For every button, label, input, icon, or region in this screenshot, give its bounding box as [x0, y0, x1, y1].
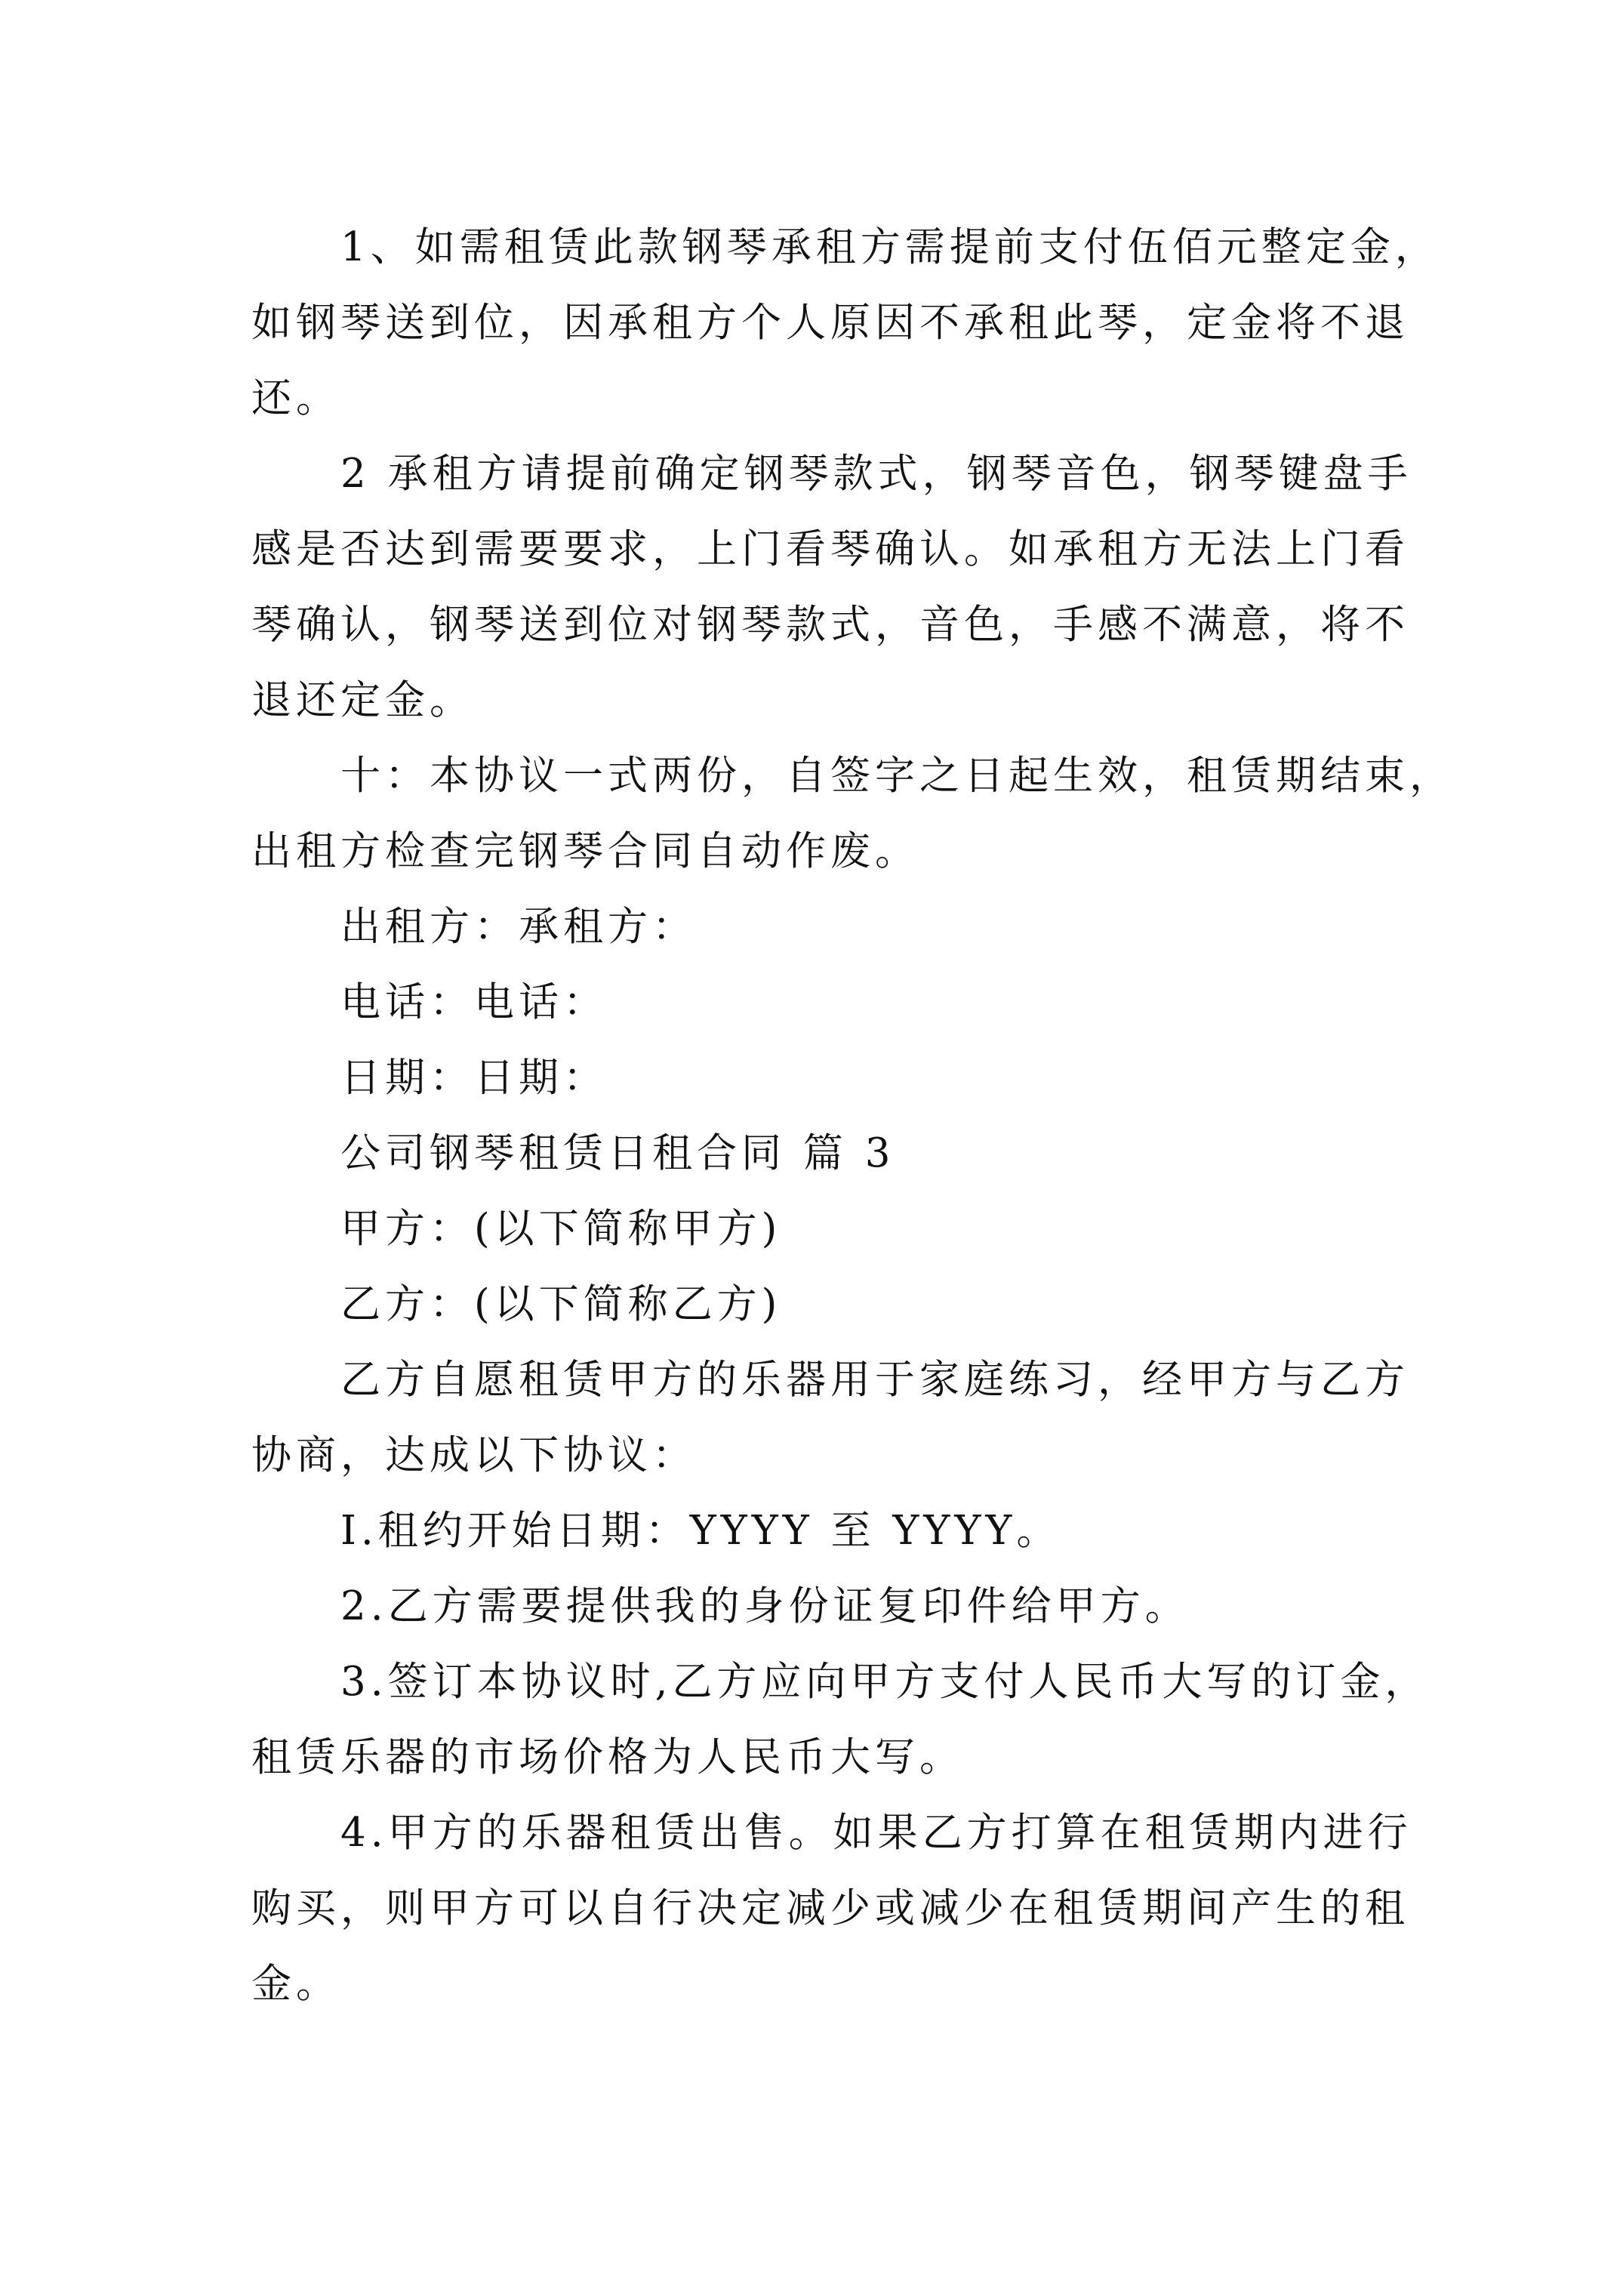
paragraph — [251, 1116, 1384, 1191]
paragraph — [251, 1267, 1384, 1342]
text-line: 琴确认，钢琴送到位对钢琴款式，音色，手感不满意，将不 — [251, 602, 1409, 648]
text-line: 电话：电话： — [340, 979, 608, 1025]
paragraph — [251, 738, 1454, 889]
text-line: 日期：日期： — [340, 1055, 608, 1101]
text-line: 2 承租方请提前确定钢琴款式，钢琴音色，钢琴键盘手 — [340, 451, 1412, 497]
text-line: 购买，则甲方可以自行决定减少或减少在租赁期间产生的租 — [251, 1885, 1409, 1931]
paragraph — [251, 1644, 1430, 1795]
text-line: 2.乙方需要提供我的身份证复印件给甲方。 — [340, 1583, 1190, 1629]
paragraph — [251, 1191, 1384, 1267]
paragraph — [251, 965, 1384, 1040]
text-line: 协商，达成以下协议： — [251, 1432, 697, 1478]
paragraph — [251, 1795, 1412, 2022]
paragraph — [251, 889, 1384, 965]
text-line: 4.甲方的乐器租赁出售。如果乙方打算在租赁期内进行 — [340, 1810, 1412, 1856]
text-line: 出租方检查完钢琴合同自动作废。 — [251, 828, 919, 874]
paragraph — [251, 1493, 1384, 1569]
text-line: 出租方：承租方： — [340, 904, 697, 950]
text-line: 十：本协议一式两份，自签字之日起生效，租赁期结束， — [340, 753, 1454, 799]
text-line: 金。 — [251, 1961, 340, 2007]
paragraph — [251, 1040, 1384, 1116]
text-line: 还。 — [251, 375, 340, 421]
text-line: I.租约开始日期：YYYY 至 YYYY。 — [340, 1508, 1061, 1554]
document-body — [251, 210, 1454, 2022]
text-line: 感是否达到需要要求，上门看琴确认。如承租方无法上门看 — [251, 526, 1409, 572]
text-line: 1、如需租赁此款钢琴承租方需提前支付伍佰元整定金， — [340, 224, 1440, 270]
text-line: 甲方：(以下简称甲方) — [340, 1206, 782, 1252]
text-line: 退还定金。 — [251, 677, 474, 723]
text-line: 公司钢琴租赁日租合同 篇 3 — [340, 1130, 895, 1176]
text-line: 乙方自愿租赁甲方的乐器用于家庭练习，经甲方与乙方 — [340, 1357, 1409, 1403]
text-line: 租赁乐器的市场价格为人民币大写。 — [251, 1734, 964, 1780]
paragraph — [251, 436, 1412, 738]
paragraph — [251, 210, 1440, 436]
paragraph — [251, 1569, 1384, 1644]
paragraph — [251, 1342, 1409, 1493]
text-line: 3.签订本协议时,乙方应向甲方支付人民币大写的订金， — [340, 1659, 1430, 1705]
text-line: 乙方：(以下简称乙方) — [340, 1281, 782, 1327]
text-line: 如钢琴送到位，因承租方个人原因不承租此琴，定金将不退 — [251, 300, 1409, 346]
